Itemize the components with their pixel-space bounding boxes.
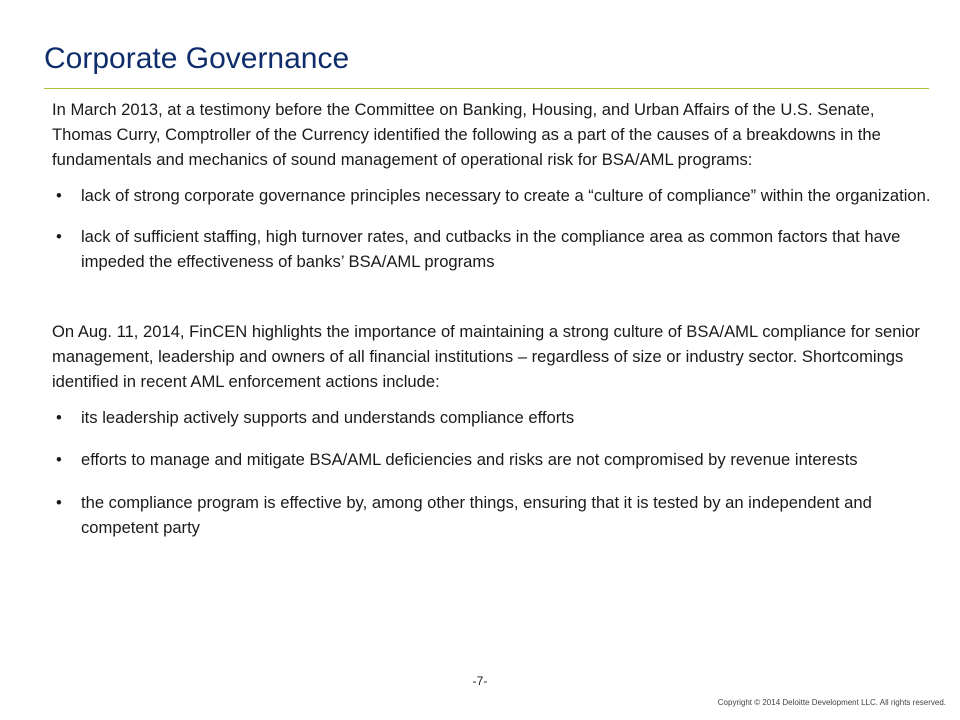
bullet-text: the compliance program is effective by, among other things, ensuring that it is tested by an independent and competent party [81,493,872,537]
bullet-text: efforts to manage and mitigate BSA/AML deficiencies and risks are not compromised by revenue interests [81,450,858,469]
bullet-icon: • [56,186,62,205]
bullet-icon: • [56,493,62,512]
section2-intro: On Aug. 11, 2014, FinCEN highlights the importance of maintaining a strong culture of BSA/AML compliance for senior management, leadership and owners of all financial institutions – regardless of size or industry sector. Shortcomings identified in recent AML enforcement actions include: [52,322,920,391]
bullet-icon: • [56,408,62,427]
bullet-text: its leadership actively supports and understands compliance efforts [81,408,575,427]
section1-bullet-list [52,183,932,274]
bullet-text: lack of sufficient staffing, high turnover rates, and cutbacks in the compliance area as common factors that have impeded the effectiveness of banks’ BSA/AML programs [81,227,901,271]
list-item [52,224,932,274]
page-number: -7- [472,674,488,688]
section2-bullet-list [52,405,932,540]
list-item [52,447,932,472]
bullet-icon: • [56,450,62,469]
list-item [52,490,932,540]
list-item [52,405,932,430]
bullet-icon: • [56,227,62,246]
copyright-notice: Copyright © 2014 Deloitte Development LLC. All rights reserved. [717,698,946,707]
title-divider [44,88,929,89]
section1-intro: In March 2013, at a testimony before the Committee on Banking, Housing, and Urban Affairs of the U.S. Senate, Thomas Curry, Comptroller of the Currency identified the following as a part of the causes of a breakdowns in the fundamentals and mechanics of sound management of operational risk for BSA/AML programs: [52,100,881,169]
slide-body [52,97,932,540]
list-item [52,183,932,208]
bullet-text: lack of strong corporate governance principles necessary to create a “culture of compliance” within the organization. [81,186,931,205]
slide-title: Corporate Governance [44,42,350,75]
